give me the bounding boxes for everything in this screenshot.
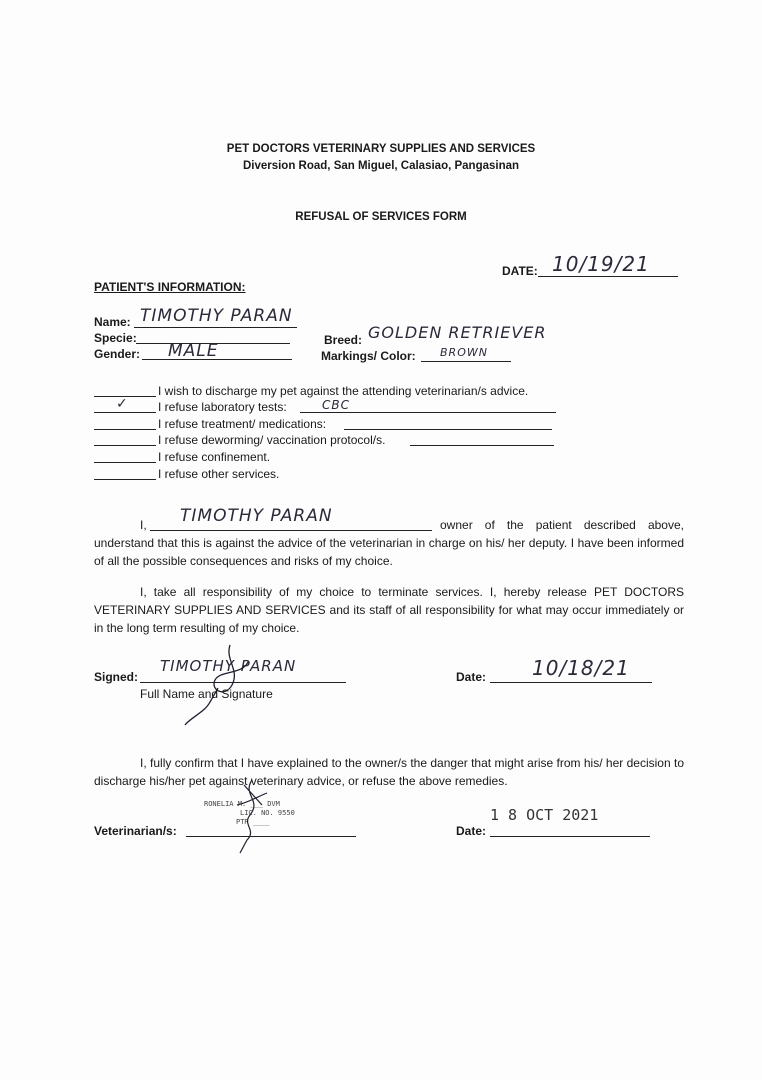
- breed-label: Breed:: [324, 333, 363, 347]
- refusal-text: I wish to discharge my pet against the attending veterinarian/s advice.: [158, 384, 529, 398]
- date-label: DATE:: [502, 264, 538, 278]
- signature-scribble: [170, 640, 290, 730]
- sign-date-line: [490, 682, 652, 683]
- vet-date-stamp: 1 8 OCT 2021: [490, 806, 599, 824]
- date-line: [538, 276, 678, 277]
- check-mark: ✓: [116, 396, 129, 412]
- markings-line: [421, 361, 511, 362]
- clinic-name: PET DOCTORS VETERINARY SUPPLIES AND SERVICES: [226, 143, 536, 155]
- gender-label: Gender:: [94, 347, 141, 361]
- vet-label: Veterinarian/s:: [94, 824, 177, 838]
- statement-line1-suffix: owner of the patient described above,: [440, 518, 684, 532]
- date-value: 10/19/21: [552, 252, 650, 276]
- sign-date-value: 10/18/21: [532, 656, 630, 680]
- check-blank: [94, 479, 156, 480]
- name-label: Name:: [94, 315, 131, 329]
- refusal-text: I refuse deworming/ vaccination protocol/s.: [158, 433, 386, 447]
- signed-label: Signed:: [94, 670, 138, 684]
- breed-value: GOLDEN RETRIEVER: [368, 323, 547, 342]
- statement-text: understand that this is against the advice of the veterinarian in charge on his/ her deputy. I have been informed of all the possible consequences and risks of my choice.: [94, 536, 684, 568]
- patient-section-title: PATIENT'S INFORMATION:: [94, 280, 246, 294]
- detail-value: CBC: [322, 398, 350, 412]
- vet-date-label: Date:: [456, 824, 487, 838]
- confirmation-text: I, fully confirm that I have explained to the owner/s the danger that might arise from his/ her decision to discharge his/her pet against veterinary advice, or refuse the above remedies.: [94, 756, 684, 788]
- vet-stamp-line1: RONELIA M. ___ DVM: [204, 800, 280, 808]
- check-blank: [94, 429, 156, 430]
- signed-value: TIMOTHY PARAN: [160, 657, 297, 675]
- detail-line: [344, 429, 552, 430]
- vet-line: [186, 836, 356, 837]
- detail-line: [300, 412, 556, 413]
- vet-stamp-line2: LIC. NO. 9550: [240, 809, 295, 817]
- markings-value: BROWN: [440, 346, 488, 359]
- check-blank: [94, 445, 156, 446]
- name-value: TIMOTHY PARAN: [140, 306, 293, 326]
- refusal-text: I refuse other services.: [158, 467, 280, 481]
- gender-value: MALE: [168, 341, 219, 361]
- form-title: REFUSAL OF SERVICES FORM: [295, 211, 467, 223]
- check-blank: [94, 462, 156, 463]
- owner-name-line: [150, 530, 432, 531]
- sign-date-label: Date:: [456, 670, 487, 684]
- statement-prefix: I,: [140, 518, 147, 532]
- detail-line: [410, 445, 554, 446]
- refusal-text: I refuse treatment/ medications:: [158, 417, 327, 431]
- responsibility-text: I, take all responsibility of my choice to terminate services. I, hereby release PET DOCTORS VETERINARY SUPPLIES AND SERVICES and its staff of all responsibility for what may occur immediately or in the long term resulting of my choice.: [94, 585, 684, 635]
- vet-date-line: [490, 836, 650, 837]
- name-line: [134, 327, 297, 328]
- check-blank: [94, 412, 156, 413]
- vet-signature-scribble: [222, 775, 282, 855]
- specie-label: Specie:: [94, 331, 137, 345]
- refusal-text: I refuse confinement.: [158, 450, 271, 464]
- vet-stamp-line3: PTR ____: [236, 818, 270, 826]
- refusal-text: I refuse laboratory tests:: [158, 400, 287, 414]
- markings-label: Markings/ Color:: [321, 349, 416, 363]
- signature-caption: Full Name and Signature: [140, 687, 273, 701]
- owner-name-value: TIMOTHY PARAN: [180, 506, 333, 526]
- clinic-address: Diversion Road, San Miguel, Calasiao, Pangasinan: [242, 160, 520, 172]
